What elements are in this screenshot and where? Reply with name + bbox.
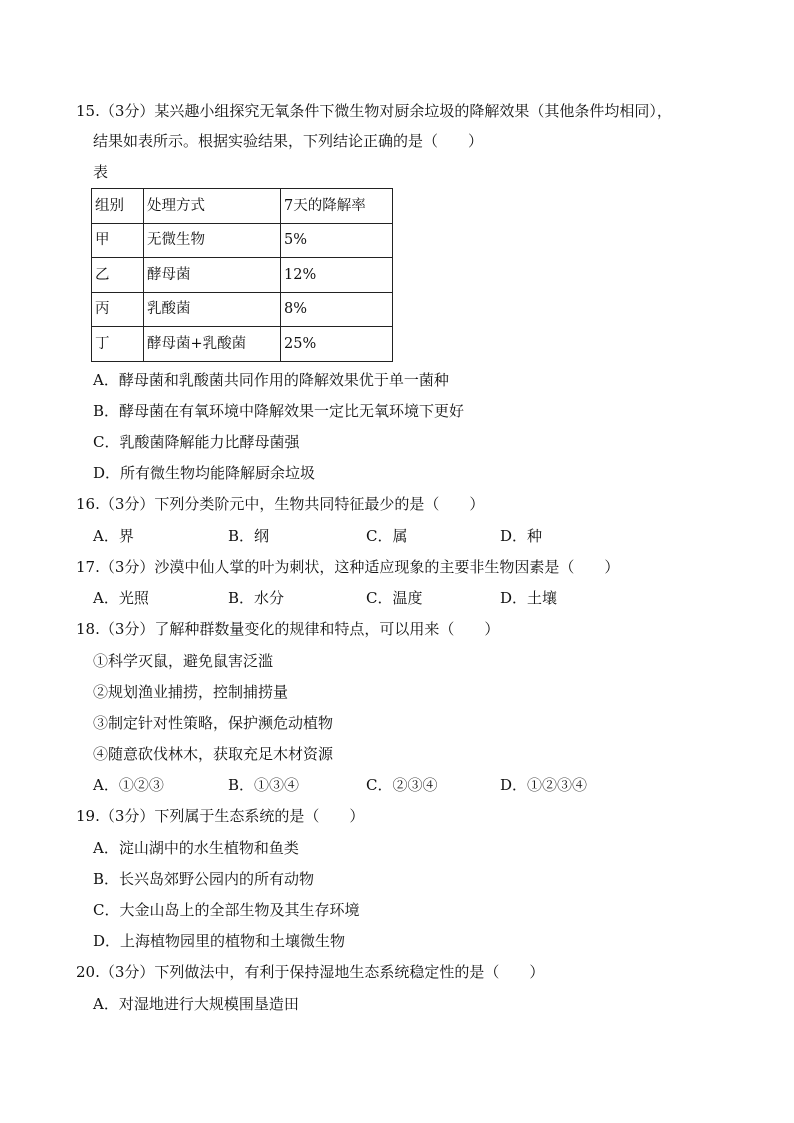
q20-stem: 20.（3分）下列做法中，有利于保持湿地生态系统稳定性的是（ ） [76,963,545,981]
q15-option-b[interactable]: B．酵母菌在有氧环境中降解效果一定比无氧环境下更好 [93,402,465,420]
q17-option-c[interactable]: C．温度 [366,589,423,607]
q18-item-4: ④随意砍伐林木，获取充足木材资源 [93,745,334,763]
table-row [92,258,393,293]
q15-option-a[interactable]: A．酵母菌和乳酸菌共同作用的降解效果优于单一菌种 [93,371,449,389]
q18-option-c[interactable]: C．②③④ [366,776,438,794]
table-row [92,223,393,258]
q20-option-a[interactable]: A．对湿地进行大规模围垦造田 [93,995,299,1013]
q16-stem: 16.（3分）下列分类阶元中，生物共同特征最少的是（ ） [76,495,485,513]
table-cell: 5% [281,223,393,258]
table-cell: 无微生物 [144,223,281,258]
q17-option-b[interactable]: B．水分 [228,589,285,607]
q17-option-a[interactable]: A．光照 [93,589,149,607]
table-header-row [92,189,393,224]
q18-item-3: ③制定针对性策略，保护濒危动植物 [93,714,334,732]
q15-stem-line1: 15.（3分）某兴趣小组探究无氧条件下微生物对厨余垃圾的降解效果（其他条件均相同）， [76,102,672,120]
q19-option-b[interactable]: B．长兴岛郊野公园内的所有动物 [93,870,315,888]
q18-item-1: ①科学灭鼠，避免鼠害泛滥 [93,652,274,670]
q18-stem: 18.（3分）了解种群数量变化的规律和特点，可以用来（ ） [76,620,500,638]
q19-option-d[interactable]: D．上海植物园里的植物和土壤微生物 [93,932,346,950]
table-cell: 丁 [92,327,144,362]
table-cell: 8% [281,292,393,327]
table-cell: 乙 [92,258,144,293]
q15-option-d[interactable]: D．所有微生物均能降解厨余垃圾 [93,464,316,482]
q19-option-a[interactable]: A．淀山湖中的水生植物和鱼类 [93,839,299,857]
table-row [92,327,393,362]
q18-option-b[interactable]: B．①③④ [228,776,300,794]
q16-option-b[interactable]: B．纲 [228,527,270,545]
q19-option-c[interactable]: C．大金山岛上的全部生物及其生存环境 [93,901,360,919]
q18-item-2: ②规划渔业捕捞，控制捕捞量 [93,683,289,701]
q15-table-caption: 表 [93,163,109,181]
q18-option-a[interactable]: A．①②③ [93,776,164,794]
q17-option-d[interactable]: D．土壤 [500,589,558,607]
q19-stem: 19.（3分）下列属于生态系统的是（ ） [76,807,365,825]
table-header-cell: 组别 [92,189,144,224]
q15-stem-line2: 结果如表所示。根据实验结果，下列结论正确的是（ ） [93,132,484,150]
table-header-cell: 7天的降解率 [281,189,393,224]
q15-option-c[interactable]: C．乳酸菌降解能力比酵母菌强 [93,433,300,451]
table-cell: 酵母菌+乳酸菌 [144,327,281,362]
table-cell: 12% [281,258,393,293]
table-header-cell: 处理方式 [144,189,281,224]
q18-option-d[interactable]: D．①②③④ [500,776,588,794]
q16-option-a[interactable]: A．界 [93,527,134,545]
table-cell: 甲 [92,223,144,258]
table-cell: 乳酸菌 [144,292,281,327]
q16-option-d[interactable]: D．种 [500,527,543,545]
q16-option-c[interactable]: C．属 [366,527,408,545]
table-row [92,292,393,327]
q15-result-table [91,188,393,362]
table-cell: 25% [281,327,393,362]
table-cell: 丙 [92,292,144,327]
table-cell: 酵母菌 [144,258,281,293]
q17-stem: 17.（3分）沙漠中仙人掌的叶为刺状，这种适应现象的主要非生物因素是（ ） [76,558,620,576]
